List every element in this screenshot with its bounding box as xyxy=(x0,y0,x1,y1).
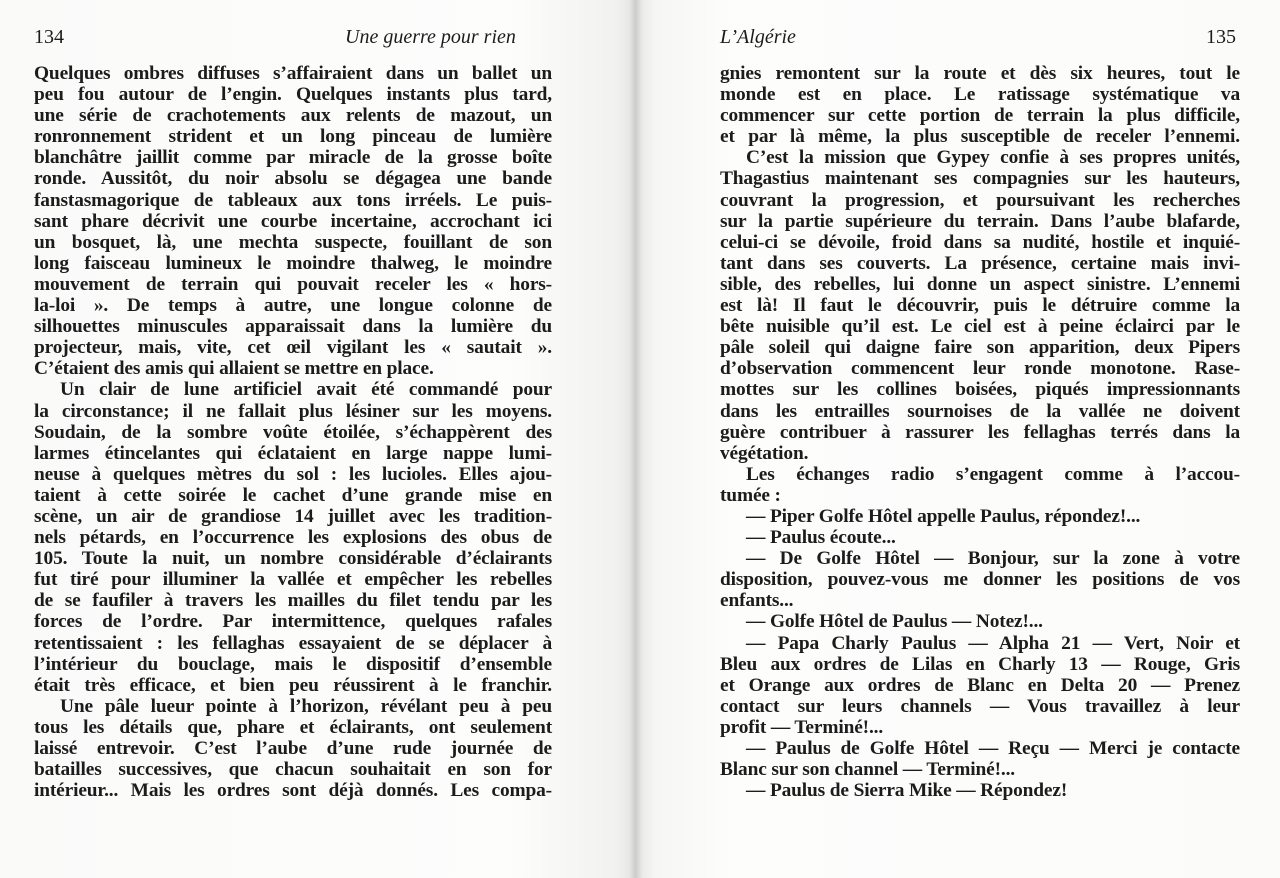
page-number: 134 xyxy=(34,26,64,48)
text-line: dans les entrailles sournoises de la vallée ne doivent xyxy=(720,400,1240,422)
text-line: celui-ci se dévoile, froid dans sa nudité, hostile et inquié- xyxy=(720,231,1240,253)
text-line: — Piper Golfe Hôtel appelle Paulus, répondez!... xyxy=(746,505,1141,527)
text-line: Une pâle lueur pointe à l’horizon, révélant peu à peu xyxy=(60,695,552,717)
text-line: laissé entrevoir. C’est l’aube d’une rude journée de xyxy=(34,738,552,759)
text-line: Quelques ombres diffuses s’affairaient dans un ballet un xyxy=(34,63,552,84)
text-line: ronronnement strident et un long pinceau de lumière xyxy=(34,126,552,148)
text-line: contact sur leurs channels — Vous travaillez à leur xyxy=(720,695,1240,717)
text-line: disposition, pouvez-vous me donner les positions de vos xyxy=(720,569,1240,591)
text-line: sible, des rebelles, lui donne un aspect sinistre. L’ennemi xyxy=(720,273,1240,295)
text-line: C’étaient des amis qui allaient se mettre en place. xyxy=(34,358,434,380)
text-line: peu fou autour de l’engin. Quelques instants plus tard, xyxy=(34,84,552,106)
text-line: profit — Terminé!... xyxy=(720,716,884,738)
text-line: tous les détails que, phare et éclairants, ont seulement xyxy=(34,716,552,738)
text-line: était très efficace, et bien peu réussirent à le franchir. xyxy=(34,674,552,696)
text-line: couvrant la progression, et poursuivant les recherches xyxy=(720,189,1240,211)
text-line: d’observation commencent leur ronde monotone. Rase- xyxy=(720,358,1240,380)
left-page xyxy=(0,0,636,878)
text-line: une série de crachotements aux relents de mazout, un xyxy=(34,105,552,127)
text-line: et Orange aux ordres de Blanc en Delta 20 — Prenez xyxy=(720,674,1240,696)
text-line: Blanc sur son channel — Terminé!... xyxy=(720,759,1015,781)
right-page xyxy=(636,0,1280,878)
text-line: sant phare décrivit une courbe incertaine, accrochant ici xyxy=(34,210,552,232)
text-line: taient à cette soirée le cachet d’une grande mise en xyxy=(34,484,552,506)
text-line: nels pétards, en l’occurrence les explosions des obus de xyxy=(34,527,552,549)
text-line: 105. Toute la nuit, un nombre considérable d’éclairants xyxy=(34,548,552,570)
text-line: l’intérieur du bouclage, mais le dispositif d’ensemble xyxy=(34,653,552,675)
text-line: fut tiré pour illuminer la vallée et empêcher les rebelles xyxy=(34,569,552,591)
running-title: Une guerre pour rien xyxy=(345,26,516,48)
text-line: scène, un air de grandiose 14 juillet avec les tradition- xyxy=(34,505,552,527)
text-line: sur la partie supérieure du terrain. Dans l’aube blafarde, xyxy=(720,210,1240,232)
text-line: commencer sur cette portion de terrain la plus difficile, xyxy=(720,105,1240,127)
text-line: — Paulus de Sierra Mike — Répondez! xyxy=(746,780,1068,802)
text-line: retentissaient : les fellaghas essayaient de se déplacer à xyxy=(34,632,552,654)
right-page-body xyxy=(720,63,1240,801)
text-line: larmes étincelantes qui éclataient en large nappe lumi- xyxy=(34,442,552,464)
text-line: — De Golfe Hôtel — Bonjour, sur la zone à votre xyxy=(746,548,1240,570)
text-line: mouvement de terrain qui pouvait receler les « hors- xyxy=(34,273,552,295)
text-line: un bosquet, là, une mechta suspecte, fouillant de son xyxy=(34,231,552,253)
text-line: forces de l’ordre. Par intermittence, quelques rafales xyxy=(34,611,552,633)
text-line: batailles successives, que chacun souhaitait en son for xyxy=(34,759,552,781)
text-line: — Golfe Hôtel de Paulus — Notez!... xyxy=(746,611,1043,633)
text-line: monde est en place. Le ratissage systématique va xyxy=(720,84,1240,106)
text-line: la circonstance; il ne fallait plus lésiner sur les moyens. xyxy=(34,400,552,422)
text-line: intérieur... Mais les ordres sont déjà donnés. Les compa- xyxy=(34,780,552,802)
page-number: 135 xyxy=(1206,26,1236,48)
text-line: enfants... xyxy=(720,590,794,612)
text-line: projecteur, mais, vite, cet œil vigilant les « sautait ». xyxy=(34,337,552,359)
text-line: est là! Il faut le découvrir, puis le détruire comme la xyxy=(720,295,1240,317)
text-line: pâle soleil qui daigne faire son apparition, deux Pipers xyxy=(720,337,1240,359)
text-line: Thagastius maintenant ses compagnies sur les hauteurs, xyxy=(720,168,1240,190)
text-line: Bleu aux ordres de Lilas en Charly 13 — Rouge, Gris xyxy=(720,653,1240,675)
text-line: neuse à quelques mètres du sol : les lucioles. Elles ajou- xyxy=(34,463,552,485)
text-line: ronde. Aussitôt, du noir absolu se dégagea une bande xyxy=(34,168,552,190)
text-line: mottes sur les collines boisées, piqués impressionnants xyxy=(720,379,1240,401)
running-title: L’Algérie xyxy=(720,26,796,48)
text-line: tumée : xyxy=(720,484,781,506)
book-gutter-shadow xyxy=(629,0,643,878)
text-line: et par là même, la plus susceptible de receler l’ennemi. xyxy=(720,126,1240,148)
text-line: — Papa Charly Paulus — Alpha 21 — Vert, Noir et xyxy=(746,632,1240,654)
text-line: silhouettes minuscules apparaissait dans la lumière du xyxy=(34,316,552,338)
text-line: la-loi ». De temps à autre, une longue colonne de xyxy=(34,295,552,317)
text-line: Un clair de lune artificiel avait été commandé pour xyxy=(60,379,552,401)
text-line: blanchâtre jaillit comme par miracle de la grosse boîte xyxy=(34,147,552,169)
text-line: — Paulus de Golfe Hôtel — Reçu — Merci je contacte xyxy=(746,738,1240,759)
text-line: long faisceau lumineux le moindre thalweg, le moindre xyxy=(34,252,552,274)
text-line: guère contribuer à rassurer les fellaghas terrés dans la xyxy=(720,421,1240,443)
text-line: tant dans ses couverts. La présence, certaine mais invi- xyxy=(720,252,1240,274)
text-line: fanstasmagorique de tableaux aux tons irréels. Le puis- xyxy=(34,189,552,211)
text-line: — Paulus écoute... xyxy=(746,527,896,549)
left-page-body xyxy=(34,63,552,801)
text-line: bête nuisible qu’il est. Le ciel est à peine éclairci par le xyxy=(720,316,1240,338)
text-line: C’est la mission que Gypey confie à ses propres unités, xyxy=(746,147,1240,169)
text-line: gnies remontent sur la route et dès six heures, tout le xyxy=(720,63,1240,84)
text-line: Les échanges radio s’engagent comme à l’accou- xyxy=(746,463,1240,485)
text-line: végétation. xyxy=(720,442,809,464)
text-line: de se faufiler à travers les mailles du filet tendu par les xyxy=(34,590,552,612)
text-line: Soudain, de la sombre voûte étoilée, s’échappèrent des xyxy=(34,421,552,443)
